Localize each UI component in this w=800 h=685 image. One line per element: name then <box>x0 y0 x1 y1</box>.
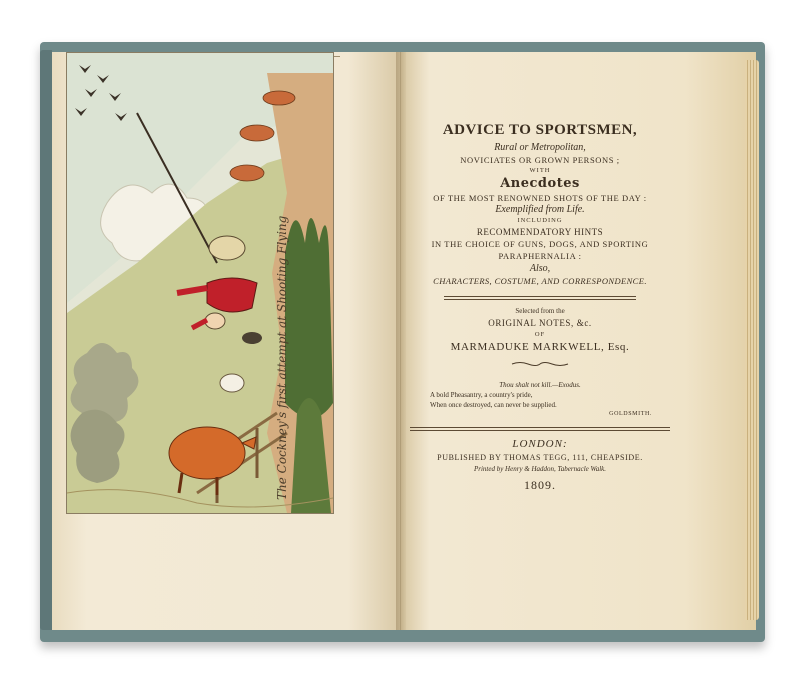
double-rule <box>444 296 636 300</box>
frontispiece-illustration <box>66 52 334 514</box>
frontispiece-caption: The Cockney's first attempt at Shooting Flying <box>275 215 289 500</box>
imprint-publisher: PUBLISHED BY THOMAS TEGG, 111, CHEAPSIDE. <box>437 453 643 462</box>
subtitle-line-5: PARAPHERNALIA : <box>498 251 582 261</box>
title-page <box>410 122 670 494</box>
imprint-printer: Printed by Henry & Haddon, Tabernacle Walk. <box>473 465 607 473</box>
verse-line-1: A bold Pheasantry, a country's pride, <box>430 391 533 399</box>
including-label: INCLUDING <box>517 217 563 224</box>
verse-attribution: GOLDSMITH. <box>609 411 652 417</box>
imprint-year: 1809. <box>524 478 556 492</box>
author-name: MARMADUKE MARKWELL, Esq. <box>450 341 630 353</box>
hints-heading: RECOMMENDATORY HINTS <box>476 227 604 237</box>
ornament-divider <box>510 361 570 367</box>
subtitle-line-3: OF THE MOST RENOWNED SHOTS OF THE DAY : <box>433 193 647 203</box>
hand-coloured-engraving <box>67 53 333 513</box>
imprint-rule <box>410 427 670 431</box>
also-label: Also, <box>529 263 551 274</box>
with-label: WITH <box>529 167 551 174</box>
original-notes-line: ORIGINAL NOTES, &c. <box>488 318 592 328</box>
subtitle-line-1: Rural or Metropolitan, <box>494 142 586 153</box>
subtitle-line-2: NOVICIATES OR GROWN PERSONS ; <box>460 155 620 165</box>
subtitle-line-4: IN THE CHOICE OF GUNS, DOGS, AND SPORTING <box>431 239 649 249</box>
book-gutter <box>396 52 406 630</box>
cover-spine-edge <box>40 50 52 630</box>
selected-line: Selected from the <box>515 307 565 315</box>
imprint-city: LONDON: <box>512 438 568 450</box>
epigraph-quote: Thou shalt not kill.—Exodus. <box>499 381 581 389</box>
of-label: OF <box>534 331 546 338</box>
book-title: ADVICE TO SPORTSMEN, <box>442 122 638 138</box>
exemplified-line: Exemplified from Life. <box>495 204 585 215</box>
anecdotes-heading: Anecdotes <box>500 176 580 191</box>
page-edges <box>745 60 759 620</box>
verse-line-2: When once destroyed, can never be supplied. <box>430 401 557 409</box>
characters-line: CHARACTERS, COSTUME, AND CORRESPONDENCE. <box>433 276 647 286</box>
